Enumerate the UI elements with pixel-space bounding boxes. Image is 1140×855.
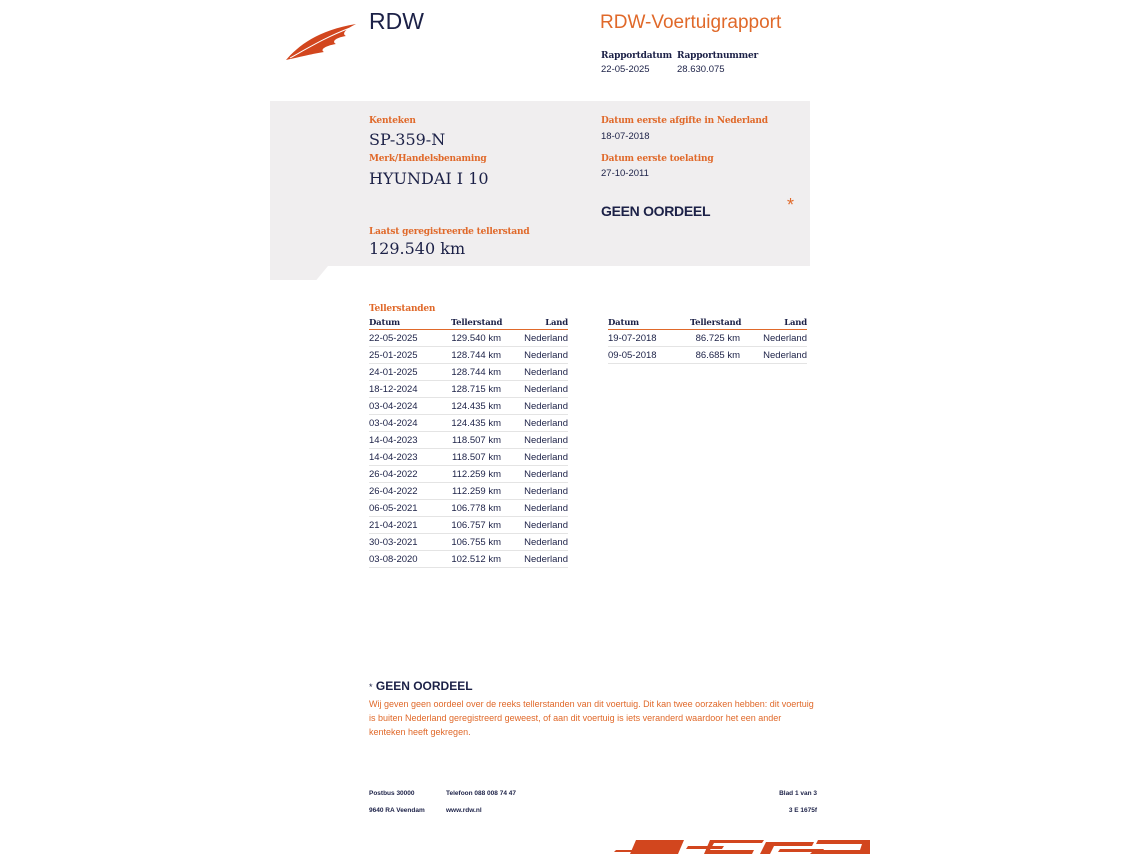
- footnote-body: Wij geven geen oordeel over de reeks tellerstanden van dit voertuig. Dit kan twee oorzaken hebben: dit voertuig is buiten Nederland geregistreerd geweest, of aan dit voertuig is iets veranderd waardoor het een ander kenteken heeft gekregen.: [369, 699, 814, 737]
- col-datum: Datum: [608, 318, 639, 328]
- table-row: [369, 398, 568, 415]
- cell-datum: 21-04-2021: [369, 519, 418, 531]
- cell-land: Nederland: [524, 468, 568, 480]
- footer-website: www.rdw.nl: [446, 807, 482, 814]
- cell-tellerstand: 128.715 km: [451, 383, 501, 395]
- table-row: [369, 517, 568, 534]
- cell-land: Nederland: [524, 349, 568, 361]
- col-land: Land: [545, 318, 568, 328]
- cell-tellerstand: 128.744 km: [451, 349, 501, 361]
- tellerstanden-heading: Tellerstanden: [369, 304, 436, 314]
- rapportdatum-value: 22-05-2025: [601, 64, 650, 75]
- speed-stripes-graphic: [614, 838, 870, 855]
- table-row: [369, 347, 568, 364]
- footnote-star: *: [369, 682, 373, 692]
- cell-land: Nederland: [763, 332, 807, 344]
- toelating-value: 27-10-2011: [601, 168, 649, 179]
- table-row: [608, 347, 807, 364]
- afgifte-value: 18-07-2018: [601, 131, 650, 142]
- cell-tellerstand: 128.744 km: [451, 366, 501, 378]
- table-row: [369, 415, 568, 432]
- afgifte-label: Datum eerste afgifte in Nederland: [601, 116, 768, 126]
- kenteken-label: Kenteken: [369, 116, 416, 126]
- report-title: RDW-Voertuigrapport: [600, 12, 782, 33]
- cell-tellerstand: 102.512 km: [451, 553, 501, 565]
- cell-datum: 14-04-2023: [369, 451, 418, 463]
- cell-datum: 03-04-2024: [369, 400, 418, 412]
- verdict-asterisk: *: [787, 195, 795, 215]
- footer-telefoon: Telefoon 088 008 74 47: [446, 790, 516, 797]
- cell-tellerstand: 124.435 km: [451, 400, 501, 412]
- cell-land: Nederland: [524, 366, 568, 378]
- cell-land: Nederland: [524, 400, 568, 412]
- cell-datum: 25-01-2025: [369, 349, 418, 361]
- cell-tellerstand: 118.507 km: [452, 434, 501, 446]
- cell-tellerstand: 86.725 km: [695, 332, 740, 344]
- merk-value: HYUNDAI I 10: [369, 169, 489, 188]
- tellerstand-value: 129.540 km: [369, 239, 466, 258]
- col-datum: Datum: [369, 318, 400, 328]
- table-row: [369, 500, 568, 517]
- cell-land: Nederland: [524, 383, 568, 395]
- cell-datum: 18-12-2024: [369, 383, 418, 395]
- verdict-text: GEEN OORDEEL: [601, 203, 711, 219]
- cell-tellerstand: 106.757 km: [451, 519, 501, 531]
- footnote-title-text: GEEN OORDEEL: [375, 679, 473, 693]
- cell-land: Nederland: [524, 553, 568, 565]
- cell-land: Nederland: [524, 451, 568, 463]
- cell-land: Nederland: [524, 417, 568, 429]
- cell-land: Nederland: [524, 332, 568, 344]
- rapportnummer-value: 28.630.075: [677, 64, 725, 75]
- logo-text: RDW: [369, 8, 424, 34]
- col-tellerstand: Tellerstand: [451, 318, 503, 328]
- rdw-feather-logo: [284, 20, 358, 62]
- rapportnummer-label: Rapportnummer: [677, 51, 759, 61]
- footer-postbus: Postbus 30000: [369, 790, 415, 797]
- table-row: [369, 381, 568, 398]
- cell-land: Nederland: [763, 349, 807, 361]
- table-row: [369, 364, 568, 381]
- cell-datum: 03-08-2020: [369, 553, 418, 565]
- table-row: [369, 330, 568, 347]
- cell-tellerstand: 118.507 km: [452, 451, 501, 463]
- footer-blad: Blad 1 van 3: [779, 790, 817, 797]
- table-row: [369, 483, 568, 500]
- table-row: [369, 534, 568, 551]
- table-header: [608, 316, 807, 330]
- col-land: Land: [784, 318, 807, 328]
- cell-tellerstand: 86.685 km: [695, 349, 740, 361]
- cell-datum: 30-03-2021: [369, 536, 418, 548]
- cell-land: Nederland: [524, 485, 568, 497]
- cell-datum: 09-05-2018: [608, 349, 657, 361]
- table-row: [608, 330, 807, 347]
- cell-datum: 03-04-2024: [369, 417, 418, 429]
- toelating-label: Datum eerste toelating: [601, 154, 714, 164]
- rapportdatum-label: Rapportdatum: [601, 51, 672, 61]
- merk-label: Merk/Handelsbenaming: [369, 154, 487, 164]
- cell-tellerstand: 129.540 km: [451, 332, 501, 344]
- table-row: [369, 449, 568, 466]
- odometer-table-left: [369, 316, 568, 568]
- tellerstand-label: Laatst geregistreerde tellerstand: [369, 227, 530, 237]
- cell-tellerstand: 112.259 km: [452, 468, 501, 480]
- cell-datum: 22-05-2025: [369, 332, 418, 344]
- panel-notch: [270, 266, 328, 280]
- cell-tellerstand: 106.778 km: [451, 502, 501, 514]
- table-row: [369, 466, 568, 483]
- cell-datum: 14-04-2023: [369, 434, 418, 446]
- cell-datum: 19-07-2018: [608, 332, 657, 344]
- footer-code: 3 E 1675f: [788, 807, 817, 814]
- cell-datum: 26-04-2022: [369, 468, 418, 480]
- cell-land: Nederland: [524, 502, 568, 514]
- cell-datum: 26-04-2022: [369, 485, 418, 497]
- cell-land: Nederland: [524, 434, 568, 446]
- table-row: [369, 551, 568, 568]
- table-header: [369, 316, 568, 330]
- footnote-title: [369, 679, 473, 693]
- kenteken-value: SP-359-N: [369, 130, 446, 149]
- cell-tellerstand: 112.259 km: [452, 485, 501, 497]
- cell-land: Nederland: [524, 536, 568, 548]
- table-row: [369, 432, 568, 449]
- cell-datum: 06-05-2021: [369, 502, 418, 514]
- cell-tellerstand: 106.755 km: [451, 536, 501, 548]
- footer-plaats: 9640 RA Veendam: [369, 807, 425, 814]
- odometer-table-right: [608, 316, 807, 364]
- cell-datum: 24-01-2025: [369, 366, 418, 378]
- col-tellerstand: Tellerstand: [690, 318, 742, 328]
- cell-tellerstand: 124.435 km: [451, 417, 501, 429]
- cell-land: Nederland: [524, 519, 568, 531]
